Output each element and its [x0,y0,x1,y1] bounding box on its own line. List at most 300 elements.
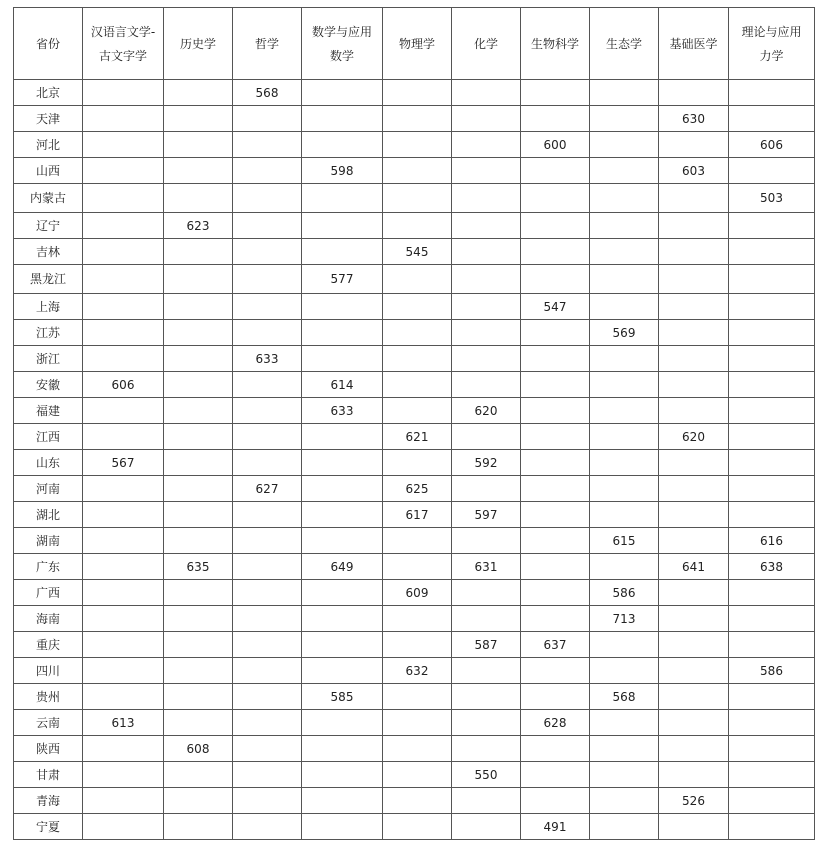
score-cell [659,372,729,398]
score-cell [659,528,729,554]
province-cell: 海南 [14,606,83,632]
score-cell: 526 [659,788,729,814]
score-cell: 623 [164,213,233,239]
score-cell [383,710,452,736]
score-cell: 568 [233,80,302,106]
province-cell: 湖南 [14,528,83,554]
score-cell [659,346,729,372]
score-cell [302,788,383,814]
score-cell [83,213,164,239]
score-cell [729,684,815,710]
score-cell [729,502,815,528]
province-cell: 宁夏 [14,814,83,840]
score-cell [164,106,233,132]
score-cell [590,398,659,424]
score-cell [729,424,815,450]
province-cell: 天津 [14,106,83,132]
score-cell [452,265,521,294]
score-cell [521,346,590,372]
score-cell [590,762,659,788]
score-cell [233,632,302,658]
score-cell [590,502,659,528]
table-row [14,132,815,158]
score-cell [729,736,815,762]
score-cell: 491 [521,814,590,840]
score-cell [383,372,452,398]
score-cell [521,554,590,580]
table-row [14,554,815,580]
score-cell [164,632,233,658]
province-cell: 北京 [14,80,83,106]
score-cell [233,184,302,213]
table-row [14,346,815,372]
score-cell [729,580,815,606]
score-cell [233,265,302,294]
score-cell: 628 [521,710,590,736]
score-cell [233,320,302,346]
score-cell [383,398,452,424]
score-cell [659,213,729,239]
province-cell: 湖北 [14,502,83,528]
score-cell [302,213,383,239]
score-cell [659,476,729,502]
score-cell [164,294,233,320]
score-cell [521,476,590,502]
score-cell [590,158,659,184]
score-cell: 545 [383,239,452,265]
score-cell: 649 [302,554,383,580]
score-cell [452,580,521,606]
score-cell [233,450,302,476]
score-cell [659,632,729,658]
score-cell: 631 [452,554,521,580]
score-cell: 630 [659,106,729,132]
score-cell [383,80,452,106]
province-cell: 河南 [14,476,83,502]
table-row [14,294,815,320]
score-cell [83,502,164,528]
score-cell [452,788,521,814]
score-cell [302,606,383,632]
province-cell: 安徽 [14,372,83,398]
score-cell [233,528,302,554]
score-cell [590,632,659,658]
score-cell: 586 [729,658,815,684]
score-cell [659,736,729,762]
score-cell [659,132,729,158]
score-cell [729,265,815,294]
score-cell [452,736,521,762]
column-header: 生态学 [590,8,659,80]
score-cell [383,762,452,788]
score-cell [729,80,815,106]
score-cell [729,158,815,184]
score-cell [452,184,521,213]
score-cell [729,450,815,476]
score-cell: 547 [521,294,590,320]
score-cell [83,158,164,184]
score-cell [233,213,302,239]
score-cell [383,158,452,184]
score-cell [383,132,452,158]
score-cell [302,736,383,762]
score-cell: 627 [233,476,302,502]
score-cell [729,213,815,239]
score-cell [83,424,164,450]
score-cell [521,762,590,788]
score-cell [164,710,233,736]
score-cell [590,106,659,132]
score-cell [452,294,521,320]
score-cell: 600 [521,132,590,158]
score-cell [233,398,302,424]
score-cell [233,658,302,684]
score-cell [521,213,590,239]
score-cell [383,265,452,294]
score-cell [521,502,590,528]
score-cell [521,684,590,710]
score-cell [83,658,164,684]
score-cell: 598 [302,158,383,184]
score-cell: 609 [383,580,452,606]
score-cell [590,710,659,736]
province-cell: 青海 [14,788,83,814]
score-cell [164,239,233,265]
province-cell: 广东 [14,554,83,580]
score-cell: 585 [302,684,383,710]
score-cell [83,398,164,424]
score-cell [659,710,729,736]
table-row [14,424,815,450]
score-cell [452,213,521,239]
column-header: 物理学 [383,8,452,80]
score-cell [83,554,164,580]
score-cell [590,213,659,239]
column-header: 数学与应用 数学 [302,8,383,80]
table-row [14,606,815,632]
score-cell [729,294,815,320]
score-cell: 577 [302,265,383,294]
score-cell [452,814,521,840]
table-row [14,320,815,346]
score-cell [729,632,815,658]
score-cell [729,476,815,502]
score-cell [729,239,815,265]
score-cell [383,736,452,762]
score-cell: 617 [383,502,452,528]
score-cell [729,372,815,398]
score-cell [590,265,659,294]
score-cell [83,788,164,814]
score-cell [383,294,452,320]
column-header: 基础医学 [659,8,729,80]
score-cell: 503 [729,184,815,213]
table-row [14,502,815,528]
score-cell [452,80,521,106]
score-cell: 586 [590,580,659,606]
province-cell: 云南 [14,710,83,736]
score-cell [302,762,383,788]
score-cell [164,450,233,476]
score-cell [452,424,521,450]
header-row [14,8,815,80]
score-cell [83,528,164,554]
score-cell [659,80,729,106]
score-cell [164,132,233,158]
table-body [14,80,815,840]
province-cell: 山西 [14,158,83,184]
score-cell [383,814,452,840]
score-cell [659,294,729,320]
column-header: 哲学 [233,8,302,80]
table-header [14,8,815,80]
table-row [14,632,815,658]
score-cell [233,580,302,606]
table-row [14,106,815,132]
score-cell [164,762,233,788]
score-cell [164,158,233,184]
score-cell [302,320,383,346]
table-row [14,580,815,606]
score-cell [302,814,383,840]
score-cell [659,606,729,632]
score-cell [164,424,233,450]
score-cell: 632 [383,658,452,684]
score-cell [521,736,590,762]
table-row [14,213,815,239]
table-row [14,265,815,294]
score-cell: 713 [590,606,659,632]
score-cell: 638 [729,554,815,580]
score-cell [164,372,233,398]
table-row [14,684,815,710]
score-cell [659,265,729,294]
score-cell: 597 [452,502,521,528]
province-cell: 四川 [14,658,83,684]
score-cell [83,80,164,106]
province-cell: 山东 [14,450,83,476]
score-cell [452,528,521,554]
score-cell [521,580,590,606]
score-cell [233,372,302,398]
province-cell: 吉林 [14,239,83,265]
score-cell [233,158,302,184]
score-cell [302,294,383,320]
score-cell [452,606,521,632]
score-cell [383,106,452,132]
score-cell [383,554,452,580]
score-cell [659,814,729,840]
score-cell [521,398,590,424]
score-cell [452,320,521,346]
table-row [14,658,815,684]
score-cell: 637 [521,632,590,658]
score-cell [729,320,815,346]
score-cell [302,450,383,476]
table-row [14,372,815,398]
table-row [14,239,815,265]
table-row [14,814,815,840]
score-cell [729,788,815,814]
score-cell [83,320,164,346]
score-cell [659,239,729,265]
score-cell [452,476,521,502]
score-cell [729,606,815,632]
score-cell: 592 [452,450,521,476]
score-cell [521,106,590,132]
score-cell: 606 [83,372,164,398]
score-cell [233,239,302,265]
score-cell [659,762,729,788]
score-cell: 608 [164,736,233,762]
score-cell [83,814,164,840]
score-cell [659,184,729,213]
score-cell [83,184,164,213]
score-cell [659,502,729,528]
column-header-province: 省份 [14,8,83,80]
score-cell [83,476,164,502]
score-cell [383,184,452,213]
score-cell [521,320,590,346]
score-cell: 625 [383,476,452,502]
score-cell: 633 [233,346,302,372]
province-cell: 贵州 [14,684,83,710]
score-cell: 550 [452,762,521,788]
score-cell [302,710,383,736]
score-cell [383,528,452,554]
score-cell [521,606,590,632]
score-cell [233,424,302,450]
score-cell [590,476,659,502]
table-row [14,528,815,554]
score-cell: 567 [83,450,164,476]
province-cell: 江苏 [14,320,83,346]
score-cell [521,788,590,814]
score-cell: 569 [590,320,659,346]
score-cell [164,684,233,710]
table-row [14,788,815,814]
score-cell [83,294,164,320]
score-cell [383,606,452,632]
province-cell: 重庆 [14,632,83,658]
score-cell [83,346,164,372]
score-cell [164,265,233,294]
province-cell: 陕西 [14,736,83,762]
score-cell [83,606,164,632]
score-cell [233,814,302,840]
score-cell [729,710,815,736]
score-cell [659,398,729,424]
score-cell [452,132,521,158]
score-cell [521,450,590,476]
score-cell [164,320,233,346]
score-cell [659,320,729,346]
score-cell [164,788,233,814]
province-cell: 广西 [14,580,83,606]
score-cell [302,528,383,554]
score-cell [521,424,590,450]
score-cell [233,736,302,762]
score-cell: 615 [590,528,659,554]
score-cell [590,184,659,213]
score-cell: 606 [729,132,815,158]
score-cell [302,184,383,213]
score-cell: 603 [659,158,729,184]
score-cell [590,554,659,580]
score-cell [729,106,815,132]
score-cell [452,239,521,265]
score-cell [83,762,164,788]
table-row [14,184,815,213]
score-cell [452,658,521,684]
score-cell [590,372,659,398]
score-cell [521,158,590,184]
score-cell [452,684,521,710]
score-cell [233,132,302,158]
table-row [14,398,815,424]
score-cell [590,658,659,684]
score-cell [164,184,233,213]
score-cell [590,450,659,476]
score-cell [233,502,302,528]
score-cell [164,476,233,502]
score-cell [452,372,521,398]
score-cell: 613 [83,710,164,736]
score-cell [590,80,659,106]
score-cell [164,502,233,528]
score-cell: 620 [659,424,729,450]
table-row [14,710,815,736]
score-cell: 633 [302,398,383,424]
score-cell [302,580,383,606]
score-cell [521,184,590,213]
score-cell [521,658,590,684]
province-cell: 福建 [14,398,83,424]
province-cell: 甘肃 [14,762,83,788]
score-cell [383,346,452,372]
score-cell [302,132,383,158]
province-cell: 江西 [14,424,83,450]
score-cell [383,632,452,658]
score-cell [452,346,521,372]
column-header: 历史学 [164,8,233,80]
score-cell [83,736,164,762]
score-cell [83,580,164,606]
score-cell [302,106,383,132]
table-row [14,80,815,106]
score-cell [521,80,590,106]
score-cell [302,476,383,502]
score-cell [164,580,233,606]
score-cell [302,239,383,265]
score-cell [233,684,302,710]
score-cell [729,346,815,372]
score-cell [590,239,659,265]
score-cell [452,106,521,132]
table-row [14,736,815,762]
score-cell: 620 [452,398,521,424]
score-cell [302,346,383,372]
score-cell [164,814,233,840]
score-cell [521,265,590,294]
score-cell [383,213,452,239]
score-cell: 621 [383,424,452,450]
score-cell [729,398,815,424]
score-cell [659,684,729,710]
score-cell [164,658,233,684]
score-cell [521,372,590,398]
score-cell [83,132,164,158]
